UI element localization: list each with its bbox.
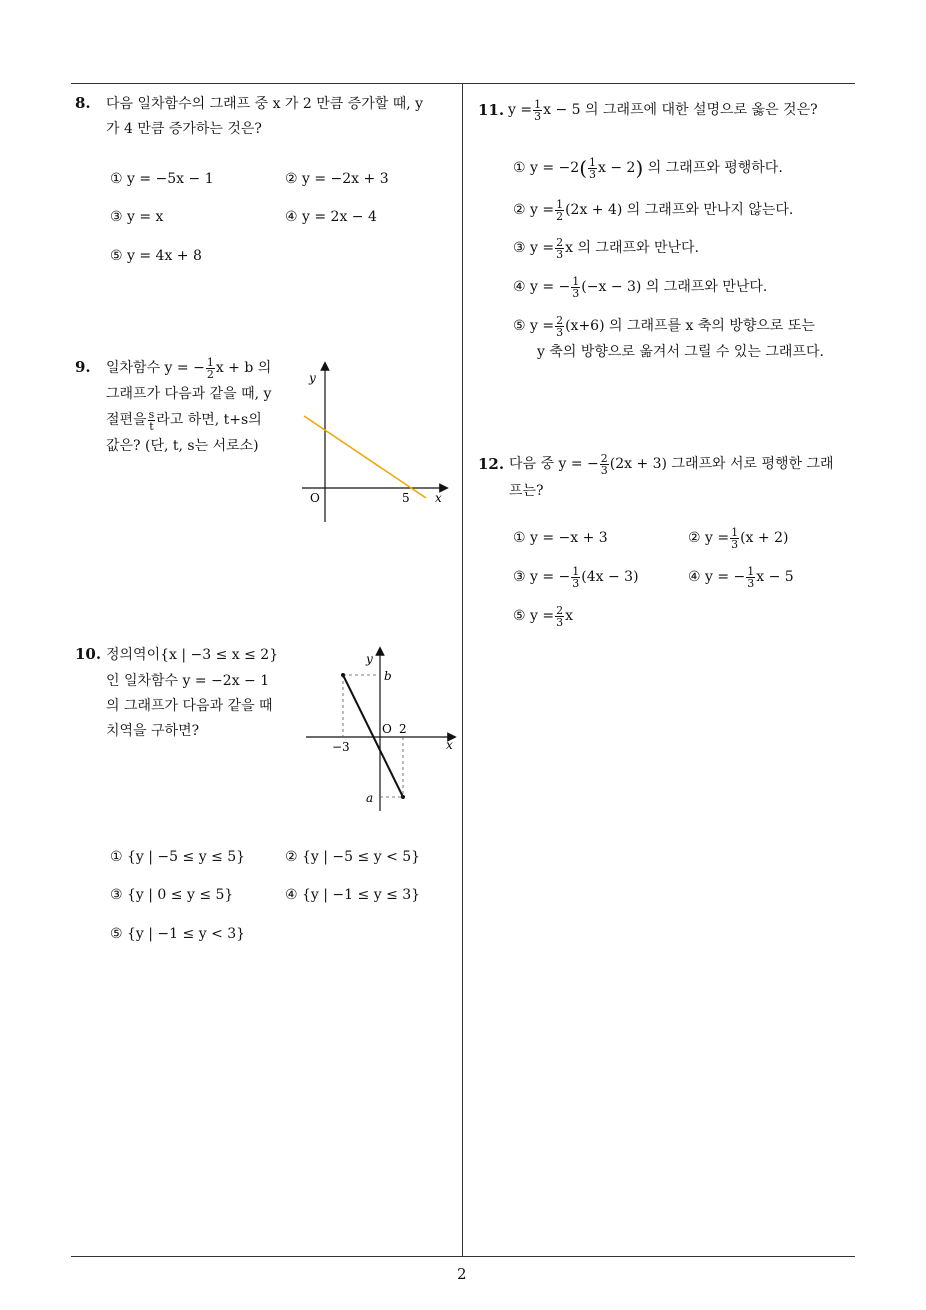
top-rule (71, 83, 855, 84)
q10-number: 10. (75, 645, 102, 663)
q9-text-line3: 절편을 $\frac{s}{t}$ 라고 하면, t+s의 (106, 407, 262, 433)
q12-text-line1: 다음 중 y = − $\frac{2}{3}$ (2x + 3) 그래프와 서로 평행한 그래 (509, 451, 834, 477)
q9-x-tick-5: 5 (402, 491, 410, 505)
q9-y-label: y (309, 371, 316, 385)
q12-choice-5[interactable]: ⑤ y = $\frac{2}{3}$ x (513, 603, 573, 629)
q10-endpoint-left (341, 673, 345, 677)
q12-choice-4[interactable]: ④ y = − $\frac{1}{3}$ x − 5 (688, 564, 794, 590)
q10-choice-3[interactable]: ③ {y | 0 ≤ y ≤ 5} (110, 887, 234, 903)
q8-choice-3[interactable]: ③ y = x (110, 209, 164, 225)
q9-fraction: $\frac{1}{2}$ (206, 355, 214, 381)
q12-choice-1[interactable]: ① y = −x + 3 (513, 530, 608, 546)
q12-number: 12. (478, 455, 505, 473)
q10-label-a: a (366, 791, 374, 805)
q10-x-tick-2: 2 (399, 722, 407, 736)
q10-text-line2: 인 일차함수 y = −2x − 1 (106, 673, 270, 689)
q9-text-line2: 그래프가 다음과 같을 때, y (106, 386, 272, 402)
q10-function-segment (343, 675, 403, 797)
bottom-rule (71, 1256, 855, 1257)
q9-number: 9. (75, 358, 91, 376)
page-number: 2 (457, 1265, 467, 1283)
q8-choice-1[interactable]: ① y = −5x − 1 (110, 171, 214, 187)
q9-x-label: x (435, 491, 442, 505)
q8-choice-4[interactable]: ④ y = 2x − 4 (285, 209, 377, 225)
q10-x-tick-neg3: −3 (332, 740, 350, 754)
q10-label-b: b (384, 669, 392, 683)
q11-choice-5-line2: y 축의 방향으로 옮겨서 그릴 수 있는 그래프다. (537, 344, 824, 360)
q11-choice-3[interactable]: ③ y = $\frac{2}{3}$ x 의 그래프와 만난다. (513, 235, 699, 261)
q10-text-line4: 치역을 구하면? (106, 723, 200, 739)
q11-title-fraction: $\frac{1}{3}$ (534, 97, 542, 123)
q9-function-line (304, 416, 426, 498)
q10-choice-5[interactable]: ⑤ {y | −1 ≤ y < 3} (110, 926, 246, 942)
q9-origin-label: O (310, 491, 320, 505)
q10-endpoint-right (401, 795, 405, 799)
q9-graph (296, 360, 456, 530)
q11-choice-2[interactable]: ② y = $\frac{1}{2}$ (2x + 4) 의 그래프와 만나지 않는다. (513, 197, 794, 223)
q10-graph (300, 645, 460, 815)
q8-number: 8. (75, 94, 91, 112)
q11-question: y = $\frac{1}{3}$ x − 5 의 그래프에 대한 설명으로 옳은 것은? (508, 97, 818, 123)
q10-text-line1: 정의역이{x | −3 ≤ x ≤ 2} (106, 647, 279, 663)
q9-text-line1: 일차함수 y = − $\frac{1}{2}$ x + b 의 (106, 355, 272, 381)
q10-origin-label: O (382, 722, 392, 736)
q11-choice-1[interactable]: ① y = −2( $\frac{1}{3}$ x − 2) 의 그래프와 평행하다. (513, 155, 783, 181)
q12-choice-2[interactable]: ② y = $\frac{1}{3}$ (x + 2) (688, 525, 789, 551)
q12-choice-3[interactable]: ③ y = − $\frac{1}{3}$ (4x − 3) (513, 564, 639, 590)
q10-choice-4[interactable]: ④ {y | −1 ≤ y ≤ 3} (285, 887, 421, 903)
q11-number: 11. (478, 101, 505, 119)
q11-choice-4[interactable]: ④ y = − $\frac{1}{3}$ (−x − 3) 의 그래프와 만난다. (513, 274, 768, 300)
q8-choice-2[interactable]: ② y = −2x + 3 (285, 171, 389, 187)
q9-text-line4: 값은? (단, t, s는 서로소) (106, 438, 259, 454)
q10-choice-1[interactable]: ① {y | −5 ≤ y ≤ 5} (110, 849, 246, 865)
q8-choice-5[interactable]: ⑤ y = 4x + 8 (110, 248, 202, 264)
q10-y-label: y (366, 652, 373, 666)
q9-fraction-st: $\frac{s}{t}$ (148, 407, 155, 433)
q11-choice-5[interactable]: ⑤ y = $\frac{2}{3}$ (x+6) 의 그래프를 x 축의 방향으로 또는 (513, 313, 815, 339)
q8-text-line2: 가 4 만큼 증가하는 것은? (106, 121, 262, 137)
column-divider (462, 84, 463, 1256)
q8-text-line1: 다음 일차함수의 그래프 중 x 가 2 만큼 증가할 때, y (106, 96, 424, 112)
q10-x-label: x (446, 738, 453, 752)
q10-choice-2[interactable]: ② {y | −5 ≤ y < 5} (285, 849, 421, 865)
q12-text-line2: 프는? (509, 483, 544, 499)
q10-text-line3: 의 그래프가 다음과 같을 때 (106, 698, 273, 714)
